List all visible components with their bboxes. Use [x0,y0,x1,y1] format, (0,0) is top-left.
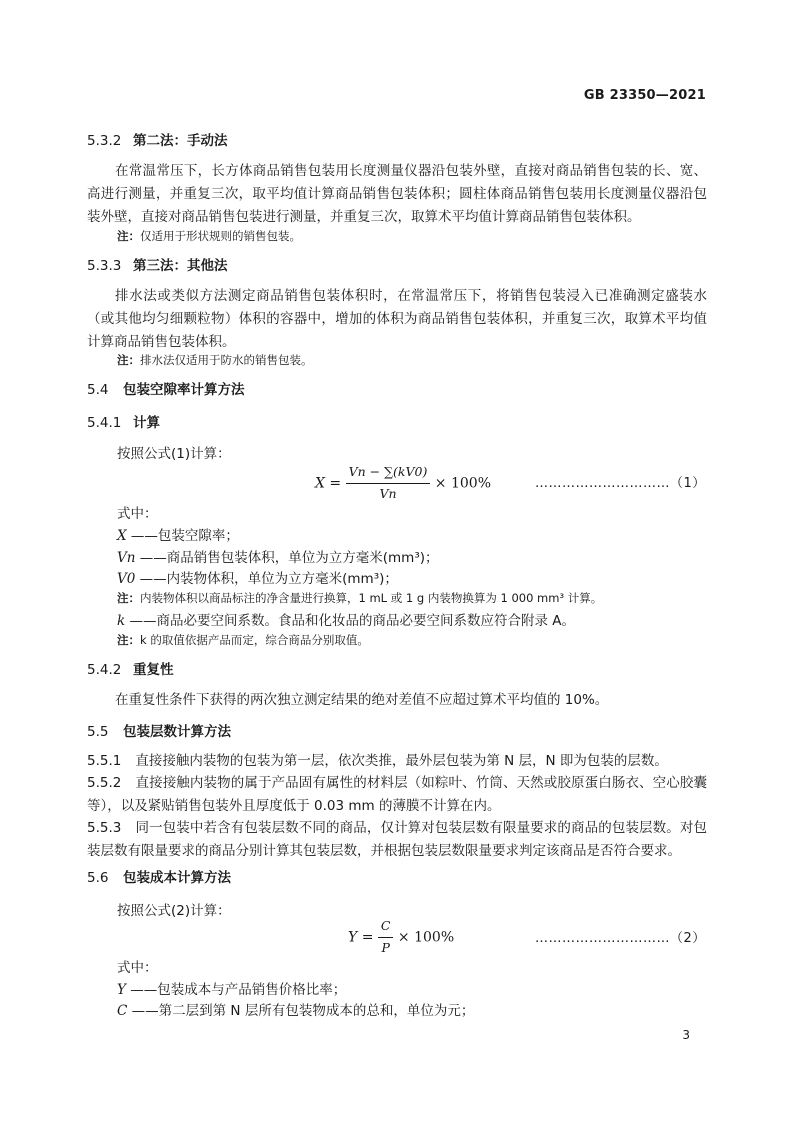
paragraph-5-3-3: 排水法或类似方法测定商品销售包装体积时，在常温常压下，将销售包装浸入已准确测定盛装水（或其他均匀细颗粒物）体积的容器中，增加的体积为商品销售包装体积，并重复三次，取算术平均值计算商品销售包装体积。 [87,288,707,350]
where-label-2: 式中： [117,960,158,976]
symbol: X [117,528,127,544]
section-number: 5.4.2 [87,662,122,678]
formula-denominator: P [381,939,390,955]
section-heading-5-3-3 [87,256,228,276]
formula-fraction [378,917,394,958]
clause-number: 5.5.1 [87,753,122,769]
section-number: 5.5 [87,724,109,740]
formula-lhs: Y = [348,929,374,946]
section-title: 包装空隙率计算方法 [123,382,245,398]
formula-2 [348,917,454,958]
note-text: 仅适用于形状规则的销售包装。 [140,229,301,243]
note-text: 内装物体积以商品标注的净含量进行换算，1 mL 或 1 g 内装物换算为 1 000 mm³ 计算。 [140,591,603,605]
formula-numerator: Vn − ∑(kV0) [346,463,431,484]
section-heading-5-6 [87,868,231,888]
clause-text: 直接接触内装物的包装为第一层，依次类推，最外层包装为第 N 层，N 即为包装的层数。 [135,753,668,769]
section-heading-5-3-2 [87,131,228,151]
section-heading-5-4-2 [87,660,174,680]
clause-text: 同一包装中若含有包装层数不同的商品，仅计算对包装层数有限量要求的商品的包装层数。对包装层数有限量要求的商品分别计算其包装层数，并根据包装层数限量要求判定该商品是否符合要求。 [87,820,707,859]
note-label: 注： [117,229,140,243]
symbol: C [117,1003,128,1019]
paragraph-5-4-2: 在重复性条件下获得的两次独立测定结果的绝对差值不应超过算术平均值的 10%。 [115,692,609,708]
definition-text: ——商品销售包装体积，单位为立方毫米(mm³)； [139,550,439,566]
definition-y [117,980,346,1000]
formula-lhs: X = [315,475,342,492]
clause-5-5-3 [87,817,707,863]
where-label-1: 式中： [117,506,158,522]
section-number: 5.3.3 [87,258,122,274]
standard-code: GB 23350—2021 [583,88,706,103]
clause-5-5-2 [87,772,707,818]
section-heading-5-4-1 [87,413,160,433]
definition-text: ——包装成本与产品销售价格比率； [130,982,347,998]
symbol: V0 [117,571,136,587]
clause-text: 直接接触内装物的属于产品固有属性的材料层（如粽叶、竹筒、天然或胶原蛋白肠衣、空心胶囊等），以及紧贴销售包装外且厚度低于 0.03 mm 的薄膜不计算在内。 [87,775,707,814]
equation-number-1: …………………………（1） [535,476,706,491]
formula-1 [315,463,491,504]
definition-text: ——商品必要空间系数。食品和化妆品的商品必要空间系数应符合附录 A。 [129,613,576,629]
definition-text: ——内装物体积，单位为立方毫米(mm³)； [139,571,398,587]
section-number: 5.4 [87,382,109,398]
formula-numerator: C [378,917,394,938]
note-volume-conversion [117,590,602,607]
note-text: 排水法仅适用于防水的销售包装。 [140,353,313,367]
definition-vn [117,548,439,568]
section-number: 5.3.2 [87,133,122,149]
note-label: 注： [117,353,140,367]
clause-number: 5.5.3 [87,820,122,836]
note-label: 注： [117,633,140,647]
definition-c [117,1001,474,1021]
section-title: 第二法：手动法 [133,133,228,149]
note-text: k 的取值依据产品而定，综合商品分别取值。 [140,633,369,647]
formula-denominator: Vn [379,485,397,501]
clause-5-5-1 [87,750,707,773]
definition-x [117,526,239,546]
section-title: 第三法：其他法 [133,258,228,274]
formula-intro-1: 按照公式(1)计算： [117,446,231,462]
section-number: 5.6 [87,870,109,886]
section-title: 包装成本计算方法 [123,870,231,886]
note-5-3-3 [117,352,313,369]
page-number: 3 [682,1028,690,1042]
formula-intro-2: 按照公式(2)计算： [117,903,231,919]
equation-number-2: …………………………（2） [535,931,706,946]
definition-v0 [117,569,398,589]
section-heading-5-4 [87,380,245,400]
symbol: Vn [117,550,136,566]
section-number: 5.4.1 [87,415,122,431]
definition-k [117,611,575,631]
section-heading-5-5 [87,722,231,742]
formula-rhs: × 100% [397,929,455,946]
paragraph-5-3-2: 在常温常压下，长方体商品销售包装用长度测量仪器沿包装外壁，直接对商品销售包装的长、宽、高进行测量，并重复三次，取平均值计算商品销售包装体积；圆柱体商品销售包装用长度测量仪器沿包装外壁，直接对商品销售包装进行测量，并重复三次，取算术平均值计算商品销售包装体积。 [87,163,707,225]
clause-number: 5.5.2 [87,775,122,791]
section-title: 重复性 [133,662,174,678]
section-title: 包装层数计算方法 [123,724,231,740]
symbol: k [117,613,126,629]
definition-text: ——第二层到第 N 层所有包装物成本的总和，单位为元； [131,1003,475,1019]
note-5-3-2 [117,228,301,245]
note-k-value [117,632,369,649]
formula-fraction [346,463,431,504]
section-title: 计算 [133,415,160,431]
definition-text: ——包装空隙率； [130,528,239,544]
symbol: Y [117,982,126,998]
note-label: 注： [117,591,140,605]
formula-rhs: × 100% [434,475,492,492]
